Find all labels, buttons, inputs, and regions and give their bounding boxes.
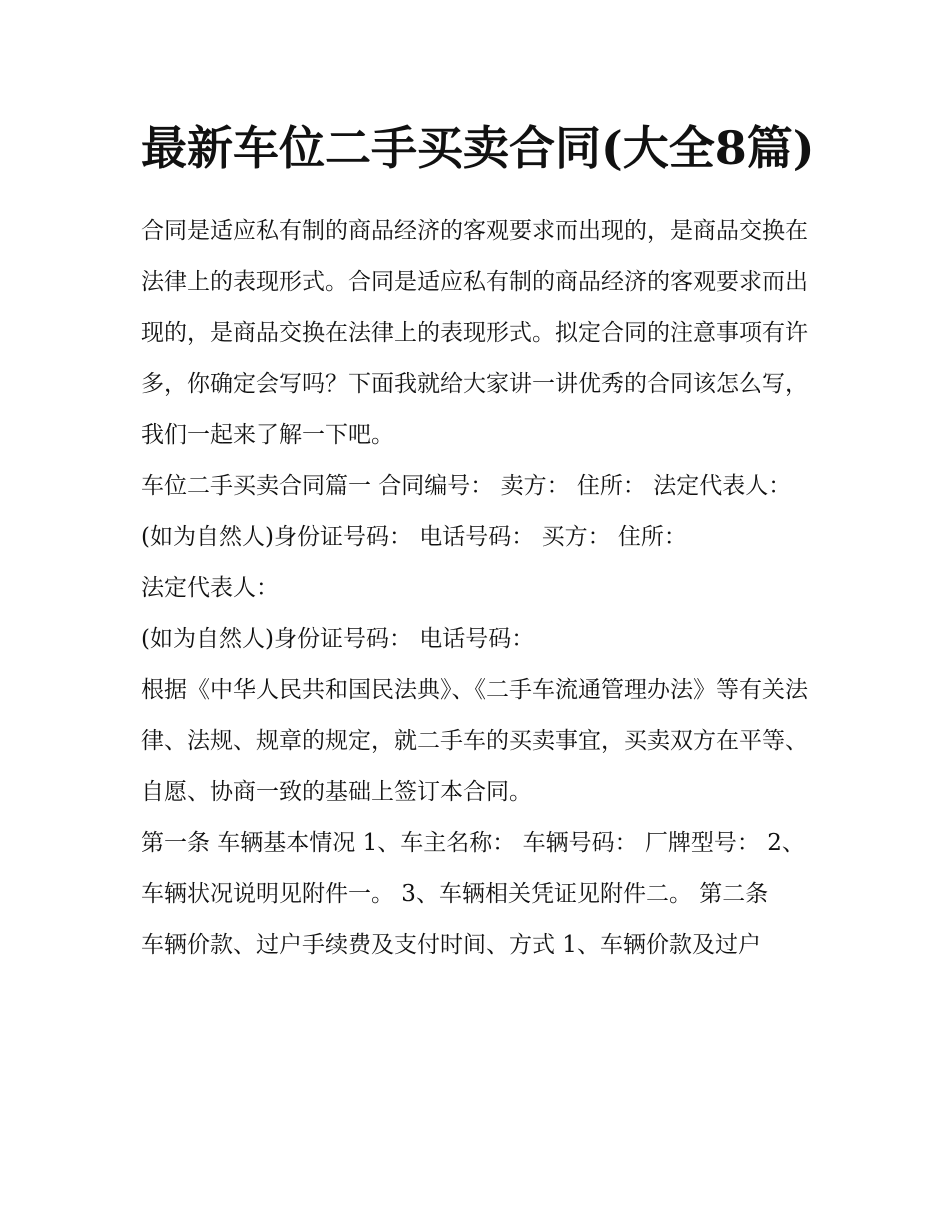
legal-representative-line: 法定代表人： xyxy=(141,575,279,601)
legal-basis-paragraph: 根据《中华人民共和国民法典》、《二手车流通管理办法》等有关法律、法规、规章的规定，就二手车的买卖事宜，买卖双方在平等、自愿、协商一致的基础上签订本合同。 xyxy=(141,677,808,805)
id-phone-line: (如为自然人)身份证号码： 电话号码： xyxy=(141,626,535,652)
article-one-paragraph: 第一条 车辆基本情况 1、车主名称： 车辆号码： 厂牌型号： 2、车辆状况说明见附件一。 3、车辆相关凭证见附件二。 第二条 xyxy=(141,830,805,907)
intro-paragraph: 合同是适应私有制的商品经济的客观要求而出现的，是商品交换在法律上的表现形式。合同是适应私有制的商品经济的客观要求而出现的，是商品交换在法律上的表现形式。拟定合同的注意事项有许多，你确定会写吗？下面我就给大家讲一讲优秀的合同该怎么写，我们一起来了解一下吧。 xyxy=(141,218,808,448)
document-body xyxy=(141,110,821,971)
parties-paragraph: 车位二手买卖合同篇一 合同编号： 卖方： 住所： 法定代表人： (如为自然人)身份证号码： 电话号码： 买方： 住所： xyxy=(141,473,792,550)
document-title: 最新车位二手买卖合同(大全8篇) xyxy=(141,121,815,175)
article-two-paragraph: 车辆价款、过户手续费及支付时间、方式 1、车辆价款及过户 xyxy=(141,932,761,958)
